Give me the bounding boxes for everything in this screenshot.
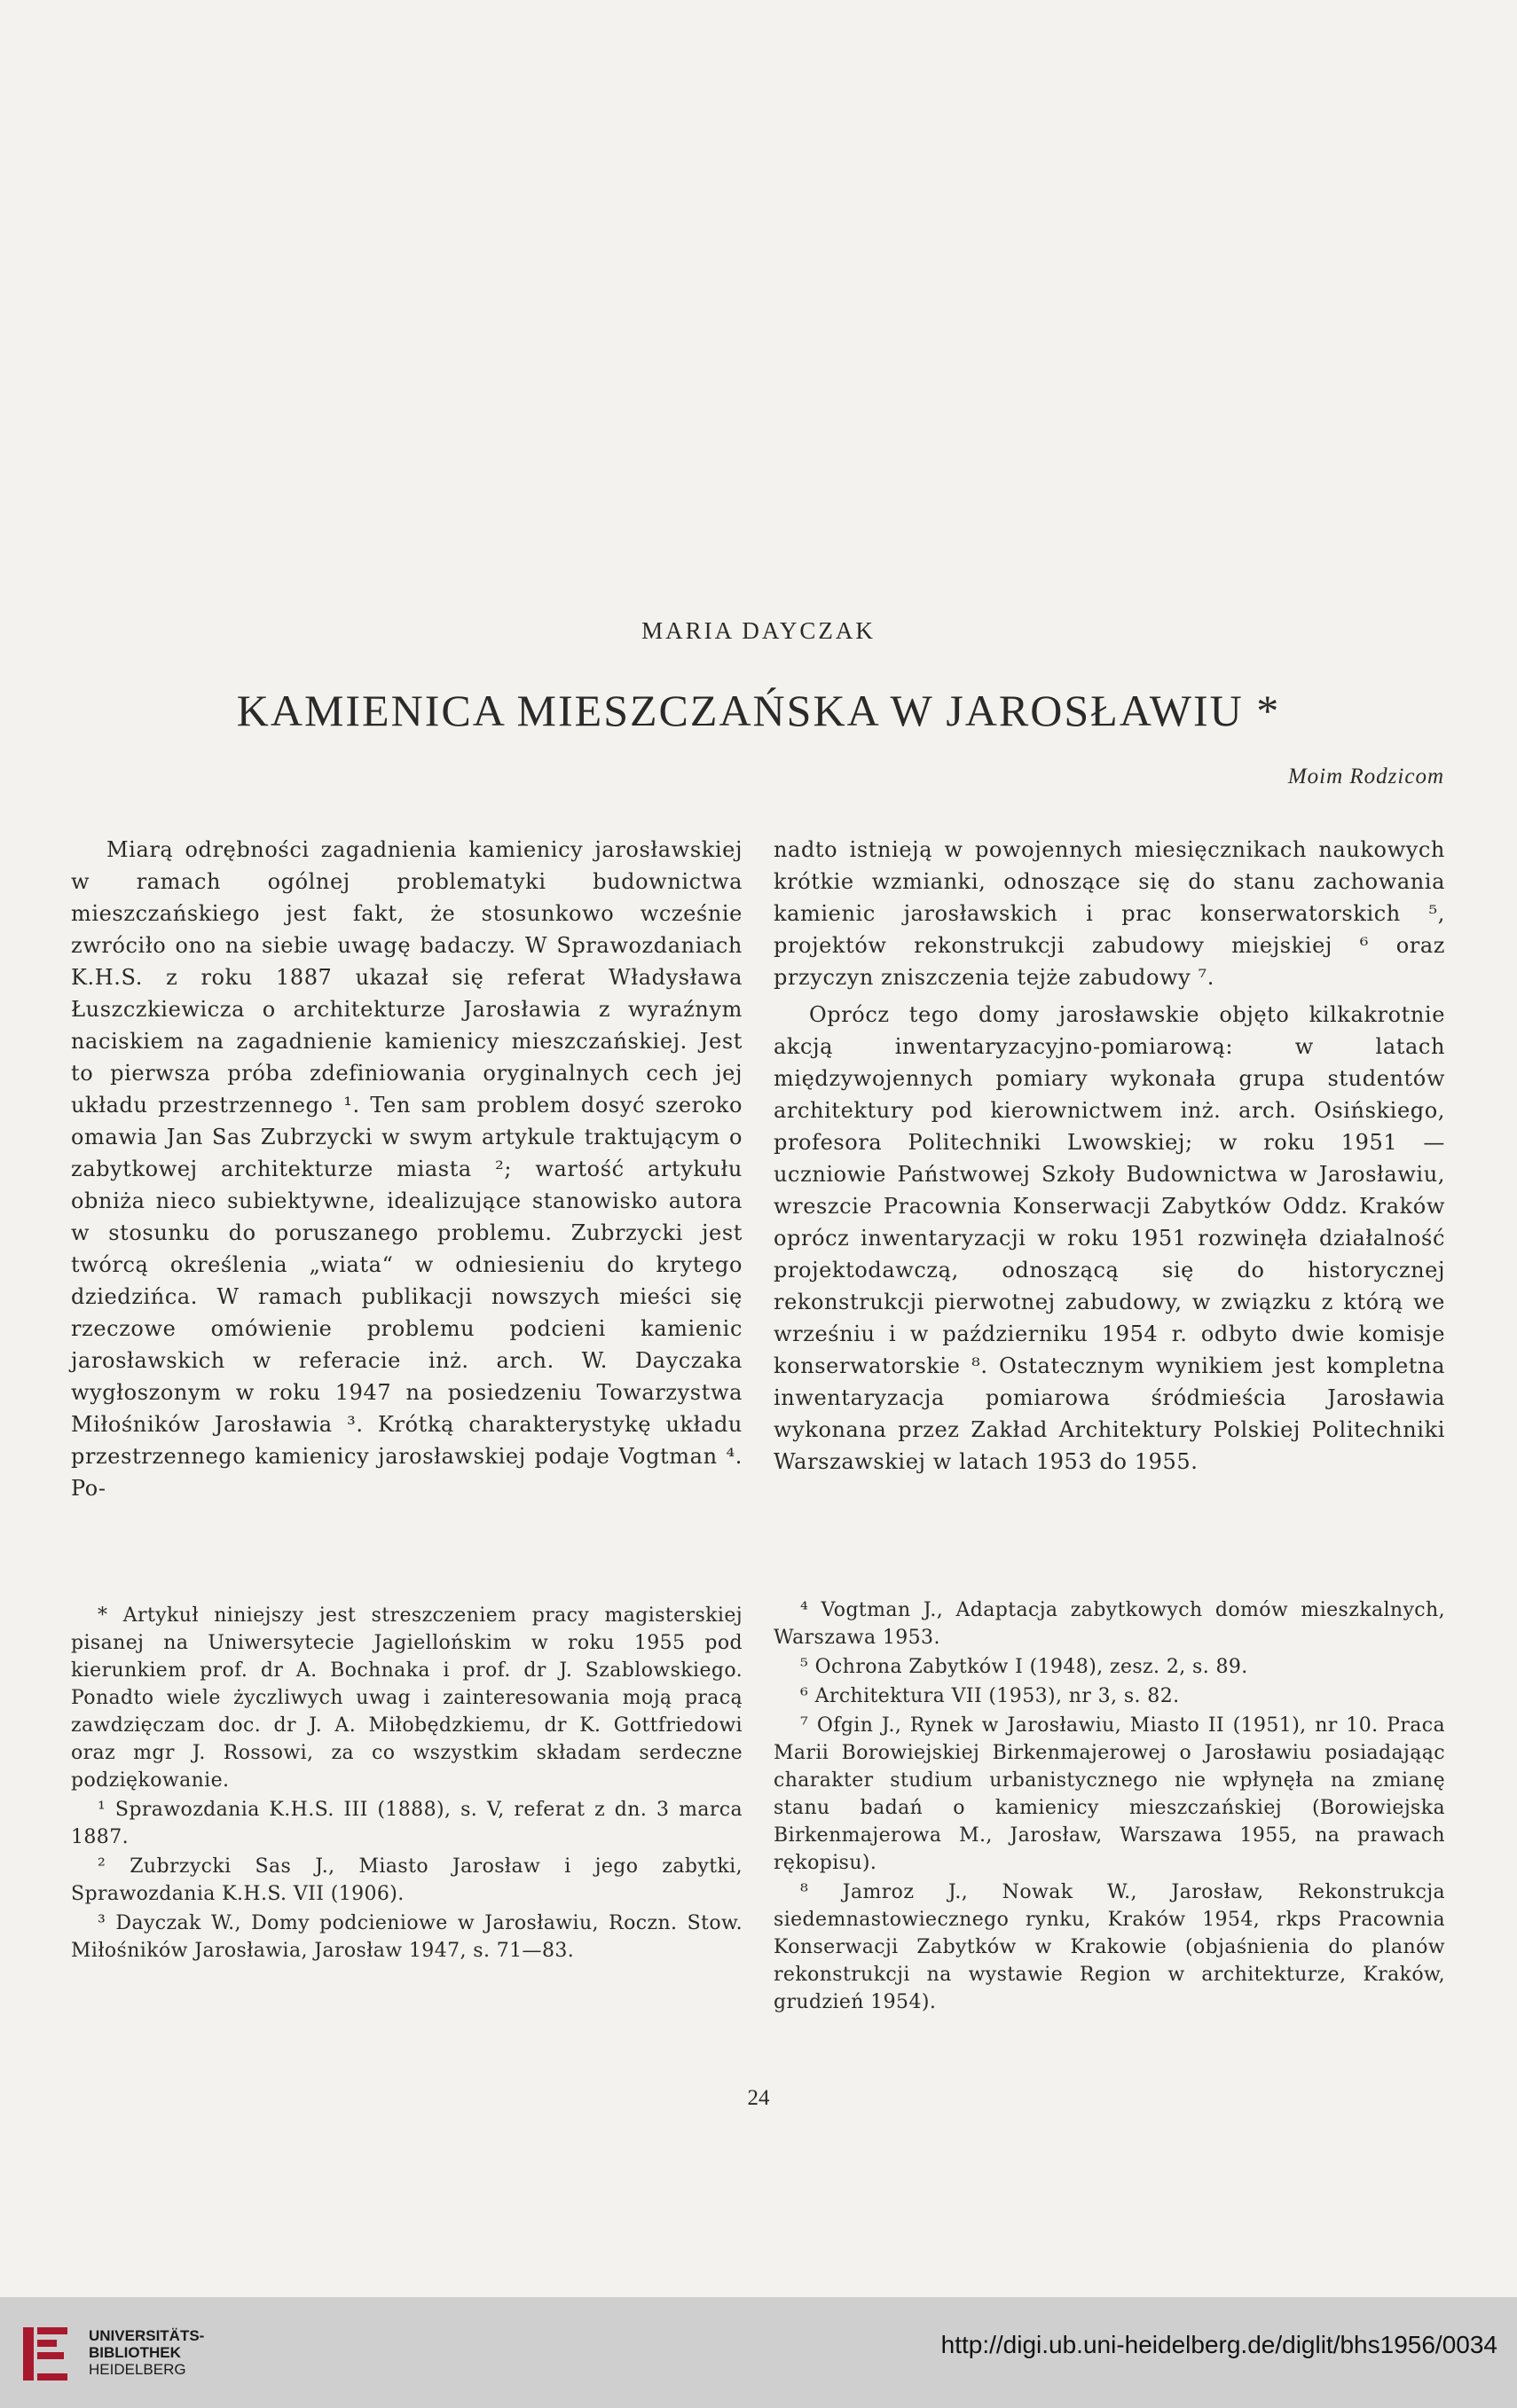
footnote: ³ Dayczak W., Domy podcieniowe w Jarosławiu, Roczn. Stow. Miłośników Jarosławia, Jarosław 1947, s. 71—83. — [71, 1912, 743, 1962]
source-url-link[interactable]: http://digi.ub.uni-heidelberg.de/diglit/bhs1956/0034 — [940, 2331, 1497, 2358]
footnote: * Artykuł niniejszy jest streszczeniem pracy magisterskiej pisanej na Uniwersytecie Jagiellońskim w roku 1955 pod kierunkiem prof. dr A. Bochnaka i prof. dr J. Szablowskiego. Ponadto wiele życzliwych uwag i zainteresowania moją pracą zawdzięczam doc. dr J. A. Miłobędzkiemu, dr K. Gottfriedowi oraz mgr J. Rossowi, za co wszystkim składam serdeczne podziękowanie. — [71, 1604, 743, 1792]
footnote: ⁷ Ofgin J., Rynek w Jarosławiu, Miasto II (1951), nr 10. Praca Marii Borowiejskiej Birkenmajerowej o Jarosławiu posiadająąc charakter studium urbanistycznego nie wpłynęła na zmianę stanu badań o kamienicy mieszczańskiej (Borowiejska Birkenmajerowa M., Jarosław, Warszawa 1955, na prawach rękopisu). — [774, 1714, 1445, 1874]
footnote: ⁶ Architektura VII (1953), nr 3, s. 82. — [800, 1685, 1180, 1707]
footnote: ¹ Sprawozdania K.H.S. III (1888), s. V, referat z dn. 3 marca 1887. — [71, 1799, 743, 1848]
body-paragraph: Miarą odrębności zagadnienia kamienicy jarosławskiej w ramach ogólnej problematyki budownictwa mieszczańskiego jest fakt, że stosunkowo wcześnie zwróciło ono na siebie uwagę badaczy. W Sprawozdaniach K.H.S. z roku 1887 ukazał się referat Władysława Łuszczkiewicza o architekturze Jarosławia z wyraźnym naciskiem na zagadnienie kamienicy mieszczańskiej. Jest to pierwsza próba zdefiniowania oryginalnych cech jej układu przestrzennego ¹. Ten sam problem dosyć szeroko omawia Jan Sas Zubrzycki w swym artykule traktującym o zabytkowej architekturze miasta ²; wartość artykułu obniża nieco subiektywne, idealizujące stanowisko autora w stosunku do poruszanego problemu. Zubrzycki jest twórcą określenia „wiata“ w odniesieniu do krytego dziedzińca. W ramach publikacji nowszych mieści się rzeczowe omówienie problemu podcieni kamienic jarosławskich w referacie inż. arch. W. Dayczaka wygłoszonym w roku 1947 na posiedzeniu Towarzystwa Miłośników Jarosławia ³. Krótką charakterystykę układu przestrzennego kamienicy jarosławskiej podaje Vogtman ⁴. Po- — [71, 837, 743, 1501]
body-column-right — [774, 834, 1445, 1478]
footnotes-left — [71, 1602, 743, 1966]
footnote: ⁵ Ochrona Zabytków I (1948), zesz. 2, s. 89. — [800, 1656, 1248, 1678]
footnotes-right — [774, 1596, 1445, 2018]
library-name-line: UNIVERSITÄTS- — [89, 2327, 205, 2344]
library-name-line: HEIDELBERG — [89, 2361, 186, 2378]
page-number: 24 — [747, 2086, 770, 2110]
body-paragraph: Oprócz tego domy jarosławskie objęto kilkakrotnie akcją inwentaryzacyjno-pomiarową: w latach międzywojennych pomiary wykonała grupa studentów architektury pod kierownictwem inż. arch. Osińskiego, profesora Politechniki Lwowskiej; w roku 1951 — uczniowie Państwowej Szkoły Budownictwa w Jarosławiu, wreszcie Pracownia Konserwacji Zabytków Oddz. Kraków oprócz inwentaryzacji w roku 1951 rozwinęła działalność projektodawczą, odnoszącą się do historycznej rekonstrukcji pierwotnej zabudowy, w związku z którą we wrześniu i w październiku 1954 r. odbyto dwie komisje konserwatorskie ⁸. Ostatecznym wynikiem jest kompletna inwentaryzacja pomiarowa śródmieścia Jarosławia wykonana przez Zakład Architektury Polskiej Politechniki Warszawskiej w latach 1953 do 1955. — [774, 1002, 1445, 1474]
library-name-line: BIBLIOTHEK — [89, 2344, 181, 2361]
body-column-left — [71, 834, 743, 1504]
library-name — [89, 2327, 204, 2378]
article-title: KAMIENICA MIESZCZAŃSKA W JAROSŁAWIU * — [236, 686, 1281, 735]
university-library-logo-icon[interactable] — [20, 2322, 71, 2386]
article-author: MARIA DAYCZAK — [641, 617, 876, 644]
body-paragraph: nadto istnieją w powojennych miesięcznikach naukowych krótkie wzmianki, odnoszące się do stanu zachowania kamienic jarosławskich i prac konserwatorskich ⁵, projektów rekonstrukcji zabudowy miejskiej ⁶ oraz przyczyn zniszczenia tejże zabudowy ⁷. — [774, 837, 1445, 990]
footnote: ⁸ Jamroz J., Nowak W., Jarosław, Rekonstrukcja siedemnastowiecznego rynku, Kraków 1954, rkps Pracownia Konserwacji Zabytków w Krakowie (objaśnienia do planów rekonstrukcji na wystawie Region w architekturze, Kraków, grudzień 1954). — [774, 1881, 1445, 2013]
footnote: ² Zubrzycki Sas J., Miasto Jarosław i jego zabytki, Sprawozdania K.H.S. VII (1906). — [71, 1855, 743, 1905]
dedication: Moim Rodzicom — [1287, 765, 1444, 788]
footnote: ⁴ Vogtman J., Adaptacja zabytkowych domów mieszkalnych, Warszawa 1953. — [774, 1599, 1445, 1649]
footer-bar — [0, 2297, 1517, 2408]
